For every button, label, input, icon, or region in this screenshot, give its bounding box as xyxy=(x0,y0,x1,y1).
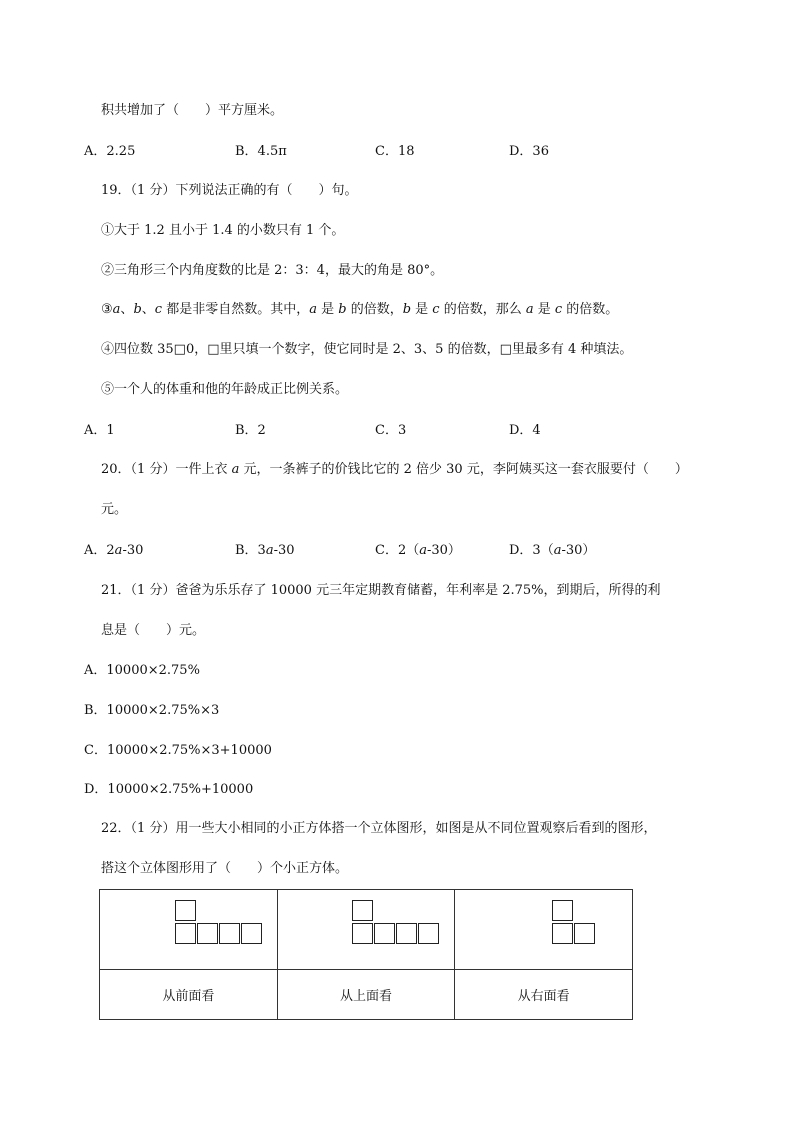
cube-square xyxy=(574,923,595,944)
s3-text: 的倍数， xyxy=(346,302,403,317)
cube-square xyxy=(175,900,196,921)
cube-square xyxy=(197,923,218,944)
var-a: a xyxy=(419,543,427,558)
q21-option-a: A．10000×2.75% xyxy=(84,663,200,678)
cube-square xyxy=(374,923,395,944)
cube-square xyxy=(175,923,196,944)
cube-square xyxy=(352,923,373,944)
q21-option-b: B．10000×2.75%×3 xyxy=(84,703,220,718)
q19-statement-1: ①大于 1.2 且小于 1.4 的小数只有 1 个。 xyxy=(101,223,345,238)
q18-stem-tail: 积共增加了（ ）平方厘米。 xyxy=(101,103,284,118)
cube-square xyxy=(396,923,417,944)
q19-option-d: D．4 xyxy=(509,423,541,438)
q20-stem xyxy=(101,462,688,478)
opt-suffix: -30） xyxy=(561,543,596,558)
var-a: a xyxy=(114,543,123,558)
q19-statement-4: ④四位数 35□0，□里只填一个数字，使它同时是 2、3、5 的倍数，□里最多有 4 种填法。 xyxy=(101,342,633,357)
var-b: b xyxy=(338,302,347,317)
q21-stem-line2: 息是（ ）元。 xyxy=(101,623,206,638)
var-a: a xyxy=(231,462,240,477)
q19-statement-2: ②三角形三个内角度数的比是 2：3：4，最大的角是 80°。 xyxy=(101,263,444,278)
q21-option-d: D．10000×2.75%+10000 xyxy=(84,782,254,797)
cube-square xyxy=(552,923,573,944)
opt-prefix: D．3（ xyxy=(509,543,554,558)
right-view-label: 从右面看 xyxy=(455,970,633,1020)
opt-suffix: -30） xyxy=(426,543,461,558)
s3-text: 的倍数，那么 xyxy=(439,302,526,317)
right-view-figure xyxy=(455,890,632,969)
var-a: a xyxy=(309,302,317,317)
var-a: a xyxy=(525,302,534,317)
q19-option-b: B．2 xyxy=(235,423,266,438)
q18-option-c: C．18 xyxy=(375,144,415,159)
front-view-label: 从前面看 xyxy=(100,970,278,1020)
q20-option-d xyxy=(509,543,595,559)
s3-text: 的倍数。 xyxy=(562,302,619,317)
q20-stem-text: 元，一条裤子的价钱比它的 2 倍少 30 元，李阿姨买这一套衣服要付（ ） xyxy=(239,462,688,477)
var-b: b xyxy=(402,302,412,317)
q20-option-c xyxy=(375,543,461,559)
q19-stem: 19．（1 分）下列说法正确的有（ ）句。 xyxy=(101,183,358,198)
var-c: c xyxy=(432,302,440,317)
s3-text: 是 xyxy=(533,302,555,317)
q20-stem-text: 20．（1 分）一件上衣 xyxy=(101,462,232,477)
cube-square xyxy=(241,923,262,944)
s3-text: 、 xyxy=(120,302,134,317)
cube-square xyxy=(418,923,439,944)
q21-option-c: C．10000×2.75%×3+10000 xyxy=(84,743,272,758)
var-a: a xyxy=(112,302,121,317)
s3-text: 是 xyxy=(411,302,433,317)
q20-stem-line2: 元。 xyxy=(101,502,128,517)
opt-suffix: -30 xyxy=(122,543,144,558)
q19-option-a: A．1 xyxy=(84,423,115,438)
var-a: a xyxy=(553,543,562,558)
q20-option-a xyxy=(84,543,143,559)
opt-prefix: C．2（ xyxy=(375,543,420,558)
var-b: b xyxy=(133,302,142,317)
s3-text: 是 xyxy=(316,302,339,317)
opt-prefix: A．2 xyxy=(84,543,115,558)
q21-stem: 21．（1 分）爸爸为乐乐存了 10000 元三年定期教育储蓄，年利率是 2.75%，到期后，所得的利 xyxy=(101,583,661,598)
s3-text: 都是非零自然数。其中， xyxy=(162,302,310,317)
q18-option-b: B．4.5π xyxy=(235,144,287,159)
s3-text: 、 xyxy=(141,302,155,317)
cube-square xyxy=(552,900,573,921)
views-table xyxy=(99,889,633,1020)
q22-stem-line2: 搭这个立体图形用了（ ）个小正方体。 xyxy=(101,861,349,876)
top-view-label: 从上面看 xyxy=(277,970,455,1020)
q22-stem: 22．（1 分）用一些大小相同的小正方体搭一个立体图形，如图是从不同位置观察后看到的图形， xyxy=(101,821,657,836)
s3-mark: ③ xyxy=(101,302,113,317)
top-view-figure xyxy=(278,890,455,969)
right-view-cell xyxy=(455,890,633,970)
front-view-cell xyxy=(100,890,278,970)
q19-option-c: C．3 xyxy=(375,423,407,438)
q19-statement-5: ⑤一个人的体重和他的年龄成正比例关系。 xyxy=(101,382,349,397)
front-view-figure xyxy=(100,890,277,969)
opt-suffix: -30 xyxy=(273,543,295,558)
q18-option-d: D．36 xyxy=(509,144,549,159)
q20-option-b xyxy=(235,543,295,559)
var-a: a xyxy=(265,543,274,558)
cube-square xyxy=(352,900,373,921)
q19-statement-3 xyxy=(101,302,618,318)
var-c: c xyxy=(154,302,163,317)
q18-option-a: A．2.25 xyxy=(84,144,136,159)
opt-prefix: B．3 xyxy=(235,543,266,558)
cube-square xyxy=(219,923,240,944)
var-c: c xyxy=(554,302,563,317)
top-view-cell xyxy=(277,890,455,970)
